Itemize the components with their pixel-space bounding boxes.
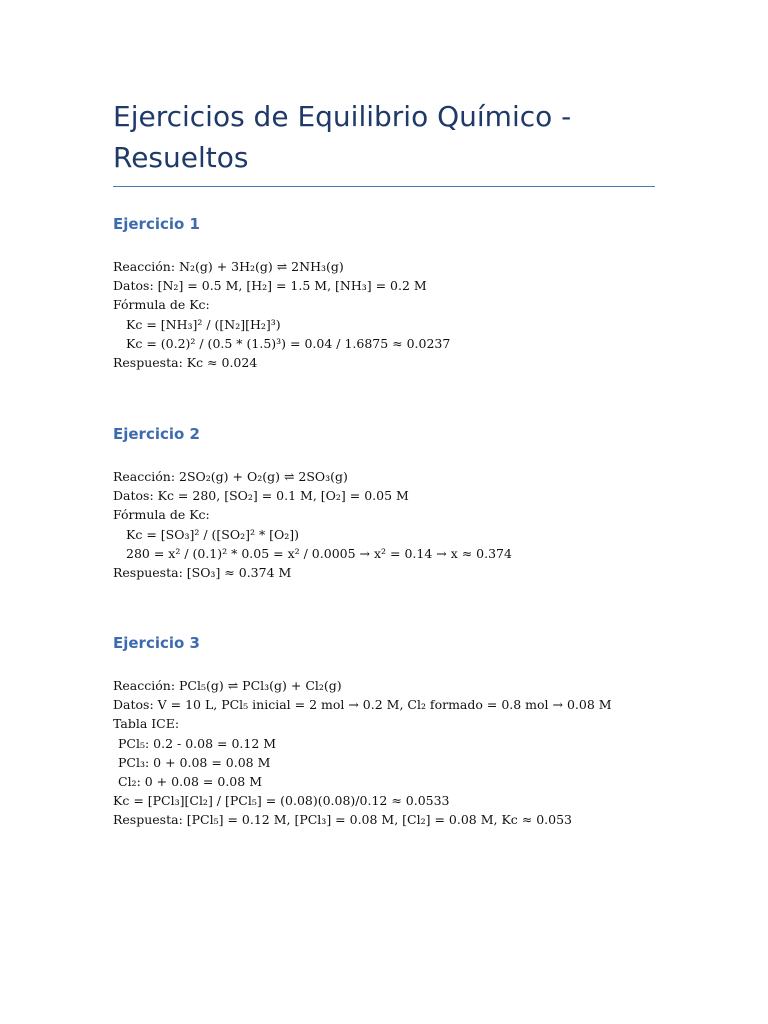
calculation-line: 280 = x² / (0.1)² * 0.05 = x² / 0.0005 → x² = 0.14 → x ≈ 0.374 — [126, 545, 512, 561]
ice-row-pcl3: PCl₃: 0 + 0.08 = 0.08 M — [118, 754, 271, 770]
calculation-line: Kc = (0.2)² / (0.5 * (1.5)³) = 0.04 / 1.6875 ≈ 0.0237 — [126, 335, 451, 351]
answer-line: Respuesta: [SO₃] ≈ 0.374 M — [113, 565, 292, 581]
page-title: Ejercicios de Equilibrio Químico - Resueltos — [113, 96, 655, 187]
answer-line: Respuesta: Kc ≈ 0.024 — [113, 355, 258, 371]
ice-table-label: Tabla ICE: — [113, 716, 180, 732]
answer-line: Respuesta: [PCl₅] = 0.12 M, [PCl₃] = 0.08 M, [Cl₂] = 0.08 M, Kc ≈ 0.053 — [113, 812, 573, 828]
formula-line: Kc = [NH₃]² / ([N₂][H₂]³) — [126, 316, 281, 332]
exercise-3 — [113, 633, 655, 830]
exercise-title: Ejercicio 2 — [113, 425, 200, 443]
formula-line: Kc = [SO₃]² / ([SO₂]² * [O₂]) — [126, 526, 300, 542]
formula-label: Fórmula de Kc: — [113, 297, 210, 313]
data-line: Datos: [N₂] = 0.5 M, [H₂] = 1.5 M, [NH₃] = 0.2 M — [113, 278, 427, 294]
exercise-2 — [113, 424, 655, 582]
data-line: Datos: Kc = 280, [SO₂] = 0.1 M, [O₂] = 0.05 M — [113, 488, 409, 504]
exercise-title: Ejercicio 1 — [113, 215, 200, 233]
exercise-title: Ejercicio 3 — [113, 634, 200, 652]
ice-row-cl2: Cl₂: 0 + 0.08 = 0.08 M — [118, 774, 262, 790]
reaction-line: Reacción: PCl₅(g) ⇌ PCl₃(g) + Cl₂(g) — [113, 678, 342, 693]
exercise-1 — [113, 214, 655, 372]
data-line: Datos: V = 10 L, PCl₅ inicial = 2 mol → 0.2 M, Cl₂ formado = 0.8 mol → 0.08 M — [113, 697, 612, 713]
formula-label: Fórmula de Kc: — [113, 507, 210, 523]
ice-row-pcl5: PCl₅: 0.2 - 0.08 = 0.12 M — [118, 735, 277, 751]
document-page — [113, 96, 655, 187]
calculation-line: Kc = [PCl₃][Cl₂] / [PCl₅] = (0.08)(0.08)/0.12 ≈ 0.0533 — [113, 793, 450, 809]
reaction-line: Reacción: N₂(g) + 3H₂(g) ⇌ 2NH₃(g) — [113, 259, 344, 274]
reaction-line: Reacción: 2SO₂(g) + O₂(g) ⇌ 2SO₃(g) — [113, 469, 348, 484]
